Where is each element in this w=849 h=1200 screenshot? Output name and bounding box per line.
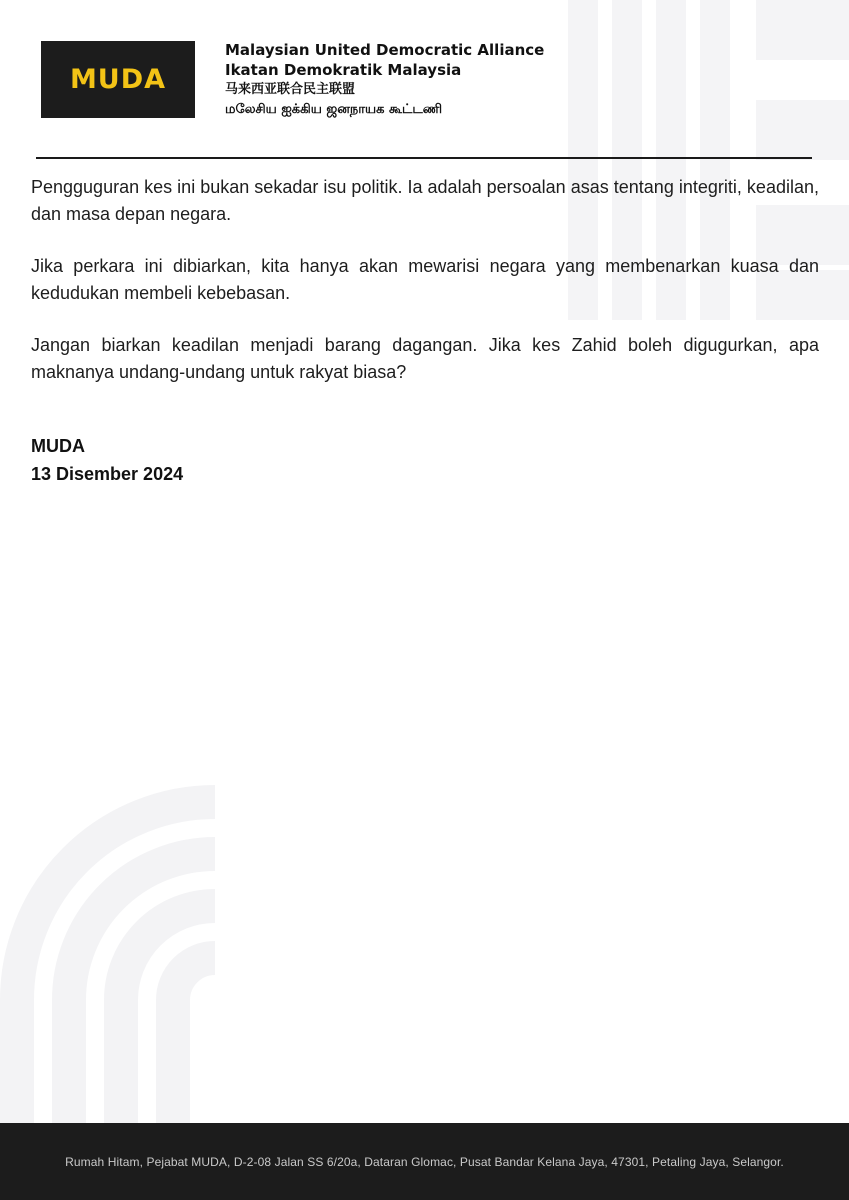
statement-body: [31, 174, 819, 411]
org-name-english: Malaysian United Democratic Alliance: [225, 41, 545, 59]
signature-date: 13 Disember 2024: [31, 464, 184, 484]
org-name-chinese: 马来西亚联合民主联盟: [225, 82, 356, 97]
paragraph: Jika perkara ini dibiarkan, kita hanya akan mewarisi negara yang membenarkan kuasa dan kedudukan membeli kebebasan.: [31, 256, 819, 303]
paragraph: Jangan biarkan keadilan menjadi barang dagangan. Jika kes Zahid boleh digugurkan, apa maknanya undang-undang untuk rakyat biasa?: [31, 335, 819, 382]
muda-logo: [41, 41, 195, 118]
org-name-tamil: மலேசிய ஐக்கிய ஜனநாயக கூட்டணி: [225, 101, 443, 117]
logo-text: MUDA: [69, 64, 167, 95]
org-name-malay: Ikatan Demokratik Malaysia: [225, 60, 462, 79]
header-divider: [36, 157, 812, 159]
signature-name: MUDA: [31, 436, 85, 456]
footer: [0, 1123, 849, 1200]
footer-address: Rumah Hitam, Pejabat MUDA, D-2-08 Jalan SS 6/20a, Dataran Glomac, Pusat Bandar Kelana Jaya, 47301, Petaling Jaya, Selangor.: [65, 1154, 784, 1169]
organization-names: [225, 41, 544, 119]
paragraph: Pengguguran kes ini bukan sekadar isu politik. Ia adalah persoalan asas tentang integriti, keadilan, dan masa depan negara.: [31, 177, 819, 224]
signature-block: [31, 432, 183, 488]
